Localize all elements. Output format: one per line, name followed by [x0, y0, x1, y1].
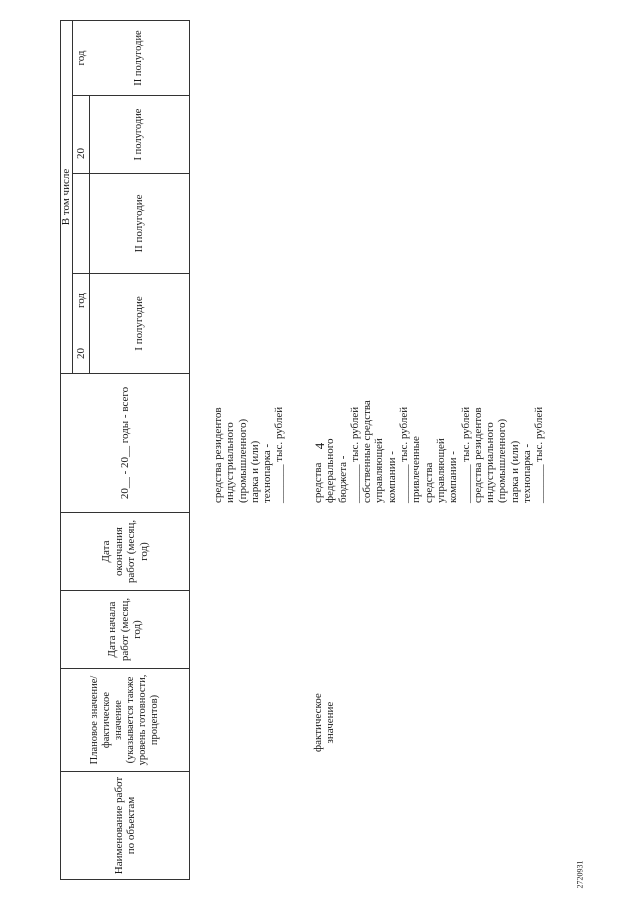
body-line: привлеченные	[410, 436, 423, 503]
header-half2-y2: II полугодие	[132, 30, 144, 86]
body-line: _______ тыс. рублей	[398, 406, 411, 503]
year1-prefix: 20	[74, 348, 87, 359]
table-border-left	[60, 879, 190, 880]
body-line: _______ тыс. рублей	[273, 406, 286, 503]
body-line: _______ тыс. рублей	[459, 406, 472, 503]
header-start-date: Дата начала работ (месяц, год)	[106, 597, 144, 662]
body-line: (промышленного)	[496, 418, 509, 503]
header-including: В том числе	[60, 168, 72, 226]
header-name: Наименование работ по объектам	[112, 776, 137, 875]
body-column-1	[212, 407, 286, 503]
body-column-2	[312, 400, 546, 503]
body-line: _______ тыс. рублей	[348, 406, 361, 503]
doc-code: 2720931	[575, 860, 585, 889]
header-total: 20__ - 20__ годы - всего	[118, 386, 131, 500]
body-line: средства	[312, 462, 324, 503]
body-line: компании -	[385, 451, 398, 503]
table-border-bottom	[189, 20, 190, 880]
header-year2-prefix-cell	[73, 95, 89, 173]
year2-prefix: 20	[74, 148, 87, 159]
body-line: парка и (или)	[508, 440, 521, 503]
body-line: технопарка -	[521, 443, 534, 503]
year1-suffix: год	[74, 292, 87, 308]
table-area	[60, 20, 190, 880]
body-line: управляющей	[373, 438, 386, 503]
body-line: фактическое	[312, 693, 324, 752]
body-line: федерального	[324, 438, 337, 503]
page-number: 4	[312, 442, 327, 450]
body-line: _______ тыс. рублей	[533, 406, 546, 503]
header-half2-y1: II полугодие	[133, 194, 146, 253]
body-line: индустриального	[484, 422, 497, 503]
body-line: индустриального	[224, 422, 237, 503]
fact-value-label	[312, 693, 337, 752]
body-line: (промышленного)	[236, 418, 249, 503]
body-line: парка и (или)	[248, 440, 261, 503]
body-line: собственные средства	[361, 400, 374, 503]
body-line: средства резидентов	[212, 407, 224, 503]
header-end-date: Дата окончания работ (месяц, год)	[100, 519, 150, 584]
body-line: средства резидентов	[471, 407, 484, 503]
body-line: управляющей	[434, 438, 447, 503]
body-line: бюджета -	[336, 455, 349, 503]
year2-suffix: год	[74, 50, 87, 66]
header-table	[60, 20, 190, 880]
header-plan-fact: Плановое значение/ фактическое значение (указывается также уровень готовности, процентов)	[89, 674, 160, 766]
body-line: средства	[422, 462, 435, 503]
header-year1	[73, 273, 89, 373]
body-line: компании -	[447, 451, 460, 503]
body-line: технопарка -	[261, 443, 274, 503]
body-line: значение	[324, 701, 337, 744]
header-half1-y1: I полугодие	[133, 296, 146, 351]
header-half1-y2: I полугодие	[133, 108, 145, 161]
